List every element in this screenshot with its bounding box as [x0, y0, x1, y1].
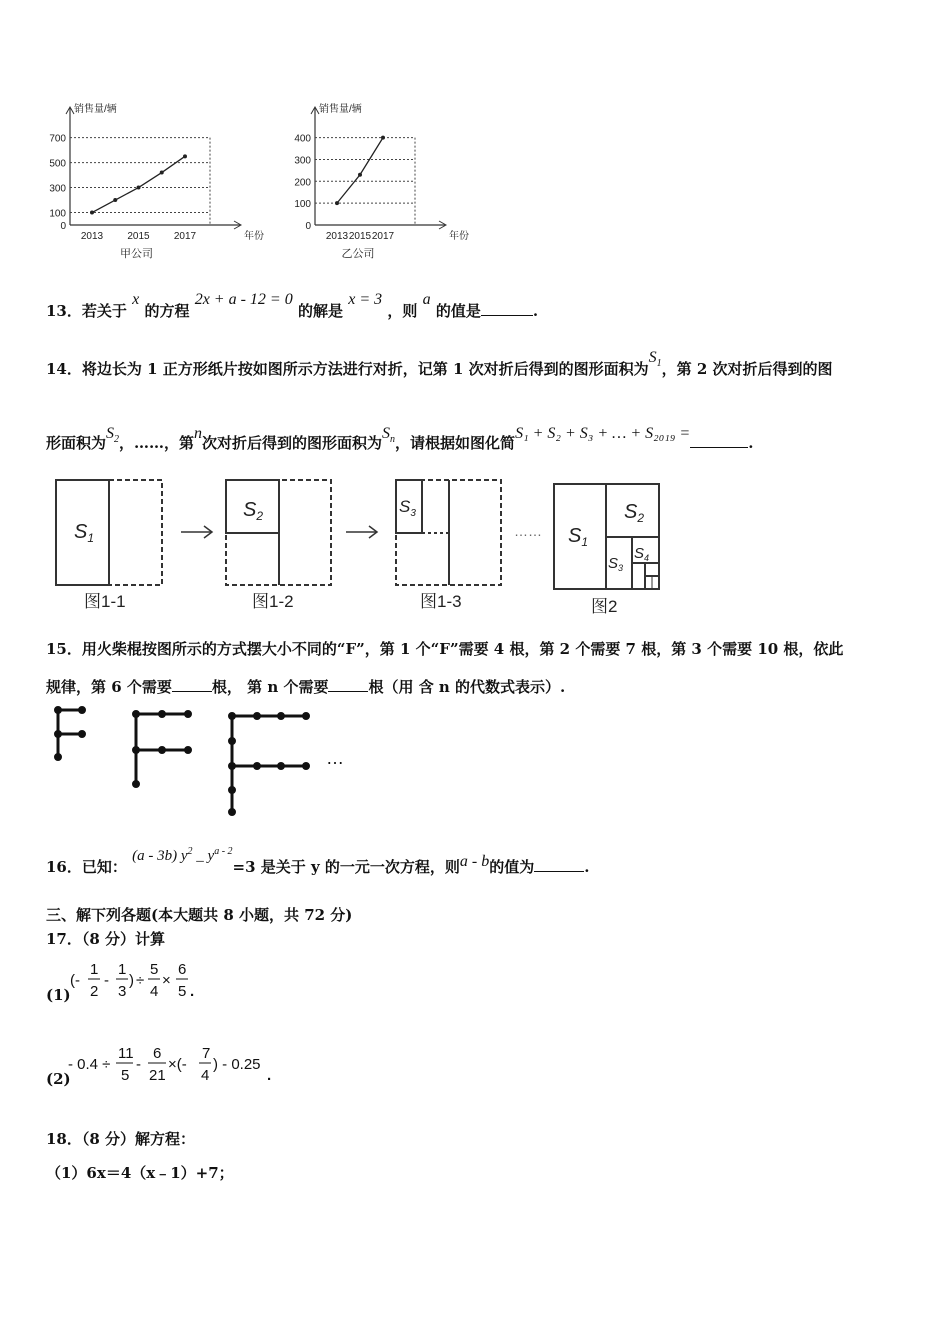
label-s1: $S_1$: [74, 521, 95, 545]
q13-answer-blank[interactable]: [481, 315, 533, 316]
svg-text:2: 2: [90, 983, 99, 1000]
q17-part1-label: (1): [46, 986, 71, 1004]
svg-text:6: 6: [153, 1045, 162, 1062]
q14-sum-expression: S₁ + S₂ + S₃ + … + S₂₀₁₉ =: [515, 425, 691, 442]
svg-text:) - 0.25: ) - 0.25: [213, 1056, 261, 1073]
caption-fig-1-2: 图1-2: [252, 592, 294, 611]
sales-charts: [40, 95, 480, 270]
x-tick-label: 2013: [325, 231, 349, 242]
svg-text:5: 5: [178, 983, 187, 1000]
question-18-title: 18．（8 分）解方程：: [46, 1130, 196, 1148]
svg-text:- 0.4 ÷: - 0.4 ÷: [68, 1056, 111, 1073]
q17-expression-1: [68, 958, 208, 1008]
data-point: [358, 173, 362, 177]
x-tick-label: 2015: [127, 231, 150, 242]
y-tick-label: 400: [294, 133, 311, 145]
q13-var-x: x: [132, 291, 140, 308]
chart-title: 乙公司: [341, 248, 375, 260]
q15-blank-1[interactable]: [172, 691, 212, 692]
svg-text:-: -: [136, 1056, 141, 1073]
data-point: [137, 186, 141, 190]
x-tick-label: 2015: [348, 231, 372, 242]
matchstick-f-figure: [50, 702, 370, 817]
q16-expression: (a - 3b) $y^2$ _ $y^{a - 2}$: [132, 846, 233, 864]
q13-text: ，则: [387, 302, 418, 320]
label-s3: $S_3$: [399, 497, 416, 519]
question-14-line1: 14．将边长为 1 正方形纸片按如图所示方法进行对折，记第 1 次对折后得到的图形面积为$S_1$，第 2 次对折后得到的图: [46, 349, 833, 378]
svg-text:11: 11: [118, 1045, 134, 1062]
label-s2-fig2: $S_2$: [624, 501, 645, 525]
question-16: 16．已知： (a - 3b) $y^2$ _ $y^{a - 2}=3$ 是关于 y 的一元一次方程，则a - b的值为 .: [46, 846, 590, 876]
svg-text:21: 21: [149, 1067, 166, 1084]
y-tick-label: 700: [49, 133, 66, 145]
svg-text:4: 4: [201, 1067, 210, 1084]
data-point: [183, 154, 187, 158]
y-axis-label: 销售量/辆: [74, 104, 117, 115]
svg-text:6: 6: [178, 961, 187, 978]
svg-text:5: 5: [121, 1067, 130, 1084]
y-tick-label: 300: [294, 155, 311, 167]
q16-a-minus-b: a - b: [459, 853, 490, 870]
y-tick-label: 100: [49, 208, 66, 220]
svg-text:3: 3: [118, 983, 127, 1000]
data-point: [113, 198, 117, 202]
data-point: [160, 171, 164, 175]
chart-title: 甲公司: [120, 248, 153, 260]
y-tick-label: 300: [49, 183, 66, 195]
q18-part1: （1）6x＝4（x﹣1）+7；: [46, 1164, 234, 1182]
caption-fig-1-3: 图1-3: [420, 592, 462, 611]
caption-fig-2: 图2: [591, 597, 618, 616]
question-15-line1: 15．用火柴棍按图所示的方式摆大小不同的“F”，第 1 个“F”需要 4 根，第 2 个需要 7 根，第 3 个需要 10 根，依此: [46, 640, 844, 658]
svg-text:.: .: [267, 1067, 272, 1084]
svg-text:÷: ÷: [136, 972, 145, 989]
q17-expression-2: [66, 1042, 286, 1090]
q15-blank-2[interactable]: [328, 691, 368, 692]
x-tick-label: 2017: [371, 231, 395, 242]
svg-text:.: .: [190, 983, 195, 1000]
y-tick-label: 0: [60, 221, 66, 232]
svg-text:1: 1: [118, 961, 127, 978]
question-15-line2: 规律，第 6 个需要 根， 第 n 个需要 根（用 含 n 的代数式表示）.: [46, 678, 566, 696]
q16-answer-blank[interactable]: [534, 871, 584, 872]
x-tick-label: 2013: [80, 231, 104, 242]
chart-jia: [49, 102, 264, 260]
q13-text: 13．若关于: [46, 302, 127, 320]
fig-ellipsis: ……: [514, 523, 542, 539]
caption-fig-1-1: 图1-1: [84, 592, 126, 611]
question-17-title: 17．（8 分）计算: [46, 930, 166, 948]
y-tick-label: 0: [305, 221, 311, 232]
svg-text:×(-: ×(-: [168, 1056, 187, 1073]
section-3-title: 三、解下列各题(本大题共 8 小题，共 72 分): [46, 906, 353, 924]
svg-text:5: 5: [150, 961, 159, 978]
label-s3-fig2: $S_3$: [608, 555, 624, 573]
svg-text:(-: (-: [70, 972, 80, 989]
x-tick-label: 2017: [173, 231, 197, 242]
q13-var-a: a: [422, 291, 431, 308]
q13-text: 的值是: [435, 302, 481, 320]
y-axis-label: 销售量/辆: [319, 104, 362, 115]
question-13: 13．若关于 x 的方程 2x + a - 12 = 0 的解是 x = 3 ，则 a 的值是 .: [46, 291, 539, 320]
x-axis-label: 年份: [244, 231, 264, 242]
svg-text:4: 4: [150, 983, 159, 1000]
question-14-line2: 形面积为$S_2$，……，第n次对折后得到的图形面积为$S_n$，请根据如图化简S₁ + S₂ + S₃ + … + S₂₀₁₉ =.: [46, 425, 754, 452]
series-line: [92, 156, 185, 212]
f-ellipsis: …: [326, 748, 344, 768]
folding-figure: [46, 472, 676, 622]
chart-yi: [294, 102, 469, 260]
data-point: [381, 136, 385, 140]
data-point: [335, 201, 339, 205]
q13-text: 的解是: [297, 302, 343, 320]
svg-text:7: 7: [202, 1045, 211, 1062]
svg-text:-: -: [104, 972, 109, 989]
y-tick-label: 200: [294, 177, 311, 189]
y-tick-label: 500: [49, 158, 66, 170]
q14-answer-blank[interactable]: [690, 447, 748, 448]
q13-text: 的方程: [144, 302, 190, 320]
label-s2: $S_2$: [243, 499, 264, 523]
q13-equation: 2x + a - 12 = 0: [194, 291, 293, 308]
label-s4-fig2: $S_4$: [634, 545, 650, 563]
svg-text:): ): [129, 972, 134, 989]
q17-part2-label: (2): [46, 1070, 71, 1088]
svg-text:×: ×: [162, 972, 171, 989]
label-s1-fig2: $S_1$: [568, 525, 589, 549]
x-axis-label: 年份: [449, 231, 469, 242]
q13-solution: x = 3: [348, 291, 383, 308]
svg-text:1: 1: [90, 961, 99, 978]
series-line: [337, 138, 383, 204]
data-point: [90, 211, 94, 215]
y-tick-label: 100: [294, 199, 311, 211]
